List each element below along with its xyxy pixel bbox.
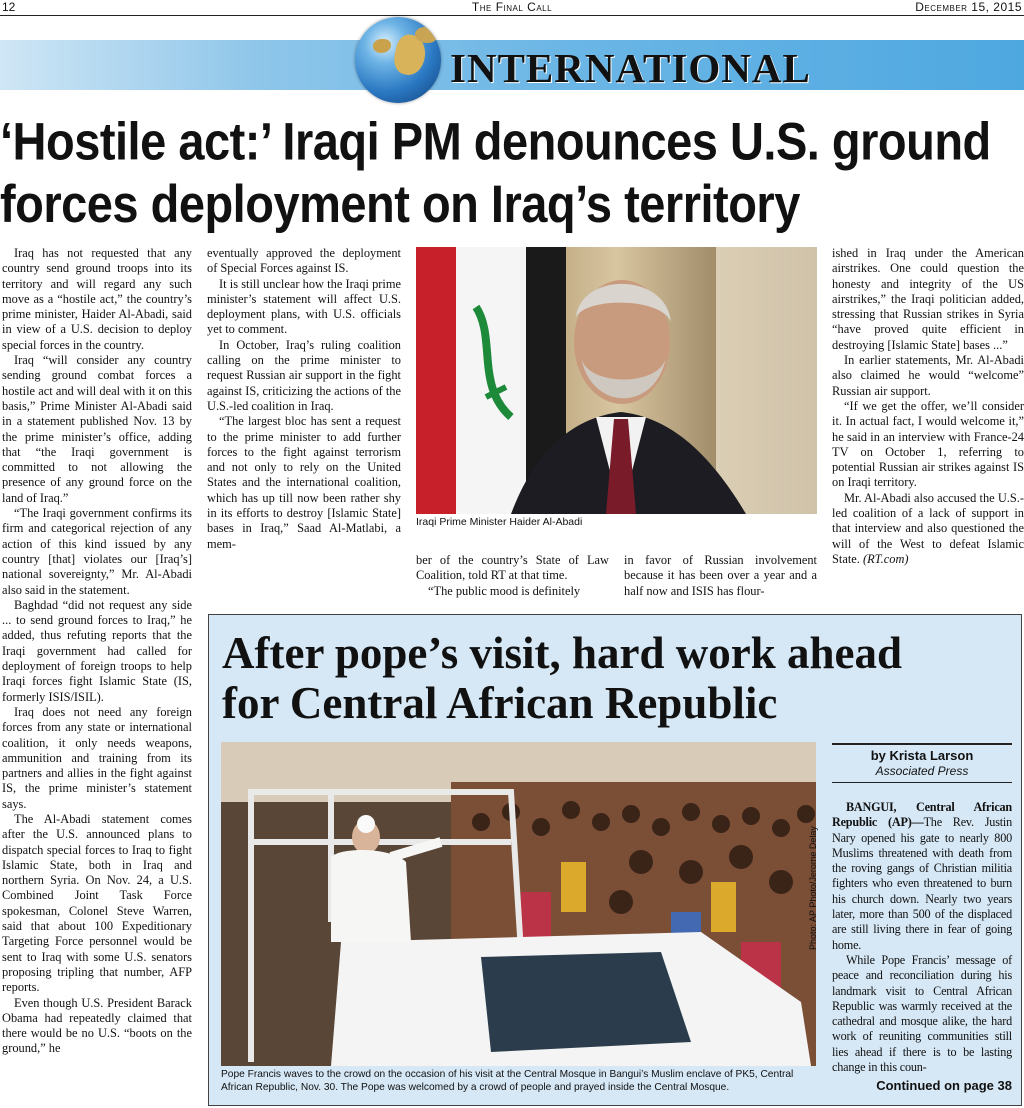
paragraph: “The largest bloc has sent a request to the prime minister to add further forces to the fight against terrorism and not only to rely on the United States and the international coalition, which has up till now been rather shy in its efforts to destroy [Islamic State] bases in Iraq,” Saad Al-Matlabi, a mem- <box>207 414 401 551</box>
article-column-1 <box>2 246 192 1057</box>
article-column-2 <box>207 246 401 552</box>
paragraph-text: The Rev. Justin Nary opened his gate to nearly 800 Muslims threatened with death from the roving gangs of Christian militia fighters who even threatened to burn his church down. Nearly two years later, more than 500 of the displaced are still living there in fear of going home. <box>832 815 1012 952</box>
paragraph: Iraq has not requested that any country send ground troops into its territory and will regard any such move as a “hostile act,” the country’s prime minister, Haider Al-Abadi, said in view of a U.S. decision to deploy special forces in the country. <box>2 246 192 352</box>
paragraph: Iraq does not need any foreign forces from any state or international coalition, it only needs weapons, ammunition and training from its partners and allies in the fight against IS, the prime minister’s statement says. <box>2 704 192 811</box>
paragraph: In earlier statements, Mr. Al-Abadi also claimed he would “welcome” Russian air support. <box>832 353 1024 398</box>
paragraph: eventually approved the deployment of Special Forces against IS. <box>207 246 401 276</box>
box-article-column <box>832 800 1012 1075</box>
paragraph: “If we get the offer, we’ll consider it. In actual fact, I would welcome it,” he said in an interview with France-24 TV on October 1, referring to potential Russian air strikes against IS on Iraqi territory. <box>832 398 1024 490</box>
byline-rule-bottom <box>832 782 1012 783</box>
paragraph: ber of the country’s State of Law Coalition, told RT at that time. <box>416 553 609 583</box>
source-credit: (RT.com) <box>862 551 909 566</box>
paragraph <box>832 800 1012 953</box>
page-number: 12 <box>2 0 16 14</box>
photo-credit: Photo: AP Photo/Jerome Delay <box>808 826 818 950</box>
paragraph: In October, Iraq’s ruling coalition calling on the prime minister to request Russian air support in the fight against IS, criticizing the actions of the U.S.-led coalition in Iraq. <box>207 337 401 413</box>
paragraph: While Pope Francis’ message of peace and reconciliation during his landmark visit to Central African Republic was warmly received at the cathedral and mosque alike, the hard work of reuniting communities still lies ahead if there is to be lasting change in this coun- <box>832 952 1012 1075</box>
box-headline-line-1: After pope’s visit, hard work ahead <box>222 628 903 678</box>
photo-caption: Pope Francis waves to the crowd on the occasion of his visit at the Central Mosque in Bangui’s Muslim enclave of PK5, Central African Republic, Nov. 30. The Pope was welcomed by a crowd of people and prayed inside the Central Mosque. <box>221 1069 794 1093</box>
paragraph: The Al-Abadi statement comes after the U.S. announced plans to dispatch special forces to Iraq to fight Islamic State, both in Iraq and northern Syria. On Nov. 24, a U.S. Combined Joint Task Force spokesman, Colonel Steve Warren, said that about 100 Expeditionary Targeting Force personnel would be sent to Iraq with some U.S. senators proposing tripling that number, AFP reports. <box>2 811 192 995</box>
paragraph: “The public mood is definitely <box>428 583 581 598</box>
article-column-3b <box>624 553 817 599</box>
continued-link[interactable]: Continued on page 38 <box>876 1078 1012 1093</box>
paragraph: Iraq “will consider any country sending ground combat forces a hostile act and will deal with it on this basis,” Prime Minister Al-Abadi said in a statement published Nov. 13 by the prime minister’s office, adding that “the Iraqi government is committed to not allowing the presence of any ground force on the land of Iraq.” <box>2 353 192 505</box>
byline-rule-top <box>832 743 1012 745</box>
dateline: BANGUI, Central African Republic (AP)— <box>832 800 1012 830</box>
issue-date: December 15, 2015 <box>915 0 1022 14</box>
paragraph: ished in Iraq under the American airstrikes. One could question the honesty and integrity of the US airstrikes,” the Iraqi politician added, stressing that Russian strikes in Syria “have proved quite efficient in destroying [Islamic State] bases ...” <box>832 246 1024 352</box>
article-headline: ‘Hostile act:’ Iraqi PM denounces U.S. ground forces deployment on Iraq’s territory <box>0 111 991 234</box>
paragraph <box>832 491 1024 567</box>
photo-iraqi-pm-illustration <box>416 247 817 514</box>
globe-icon <box>355 17 441 103</box>
paragraph-text: Mr. Al-Abadi also accused the U.S.-led coalition of a lack of support in that interview and also questioned the will of the West to defeat Islamic State. <box>832 490 1024 566</box>
paragraph: in favor of Russian involvement because it has been over a year and a half now and ISIS has flour- <box>624 553 817 598</box>
article-column-3a <box>416 553 609 599</box>
publication-name: The Final Call <box>471 0 553 14</box>
paragraph: Even though U.S. President Barack Obama had repeatedly claimed that there would be no U.S. “boots on the ground,” he <box>2 995 192 1056</box>
photo-caption: Iraqi Prime Minister Haider Al-Abadi <box>416 516 583 528</box>
photo-iraqi-pm <box>416 247 817 514</box>
photo-pope-visit <box>221 742 816 1066</box>
article-column-4 <box>832 246 1024 567</box>
running-header <box>0 0 1024 16</box>
byline-organization: Associated Press <box>875 764 969 778</box>
box-headline <box>222 628 1022 728</box>
paragraph: Baghdad “did not request any side ... to send ground forces to Iraq,” he added, thus refuting reports that the Iraqi government had called for deployment of foreign troops to help Iraqi forces fight Islamic State (IS, formerly ISIS/ISIL). <box>2 597 192 704</box>
section-title: INTERNATIONAL <box>450 45 811 91</box>
byline: by Krista Larson <box>870 748 974 763</box>
box-headline-line-2: for Central African Republic <box>222 678 778 728</box>
paragraph: It is still unclear how the Iraqi prime minister’s statement will affect U.S. deployment plans, with U.S. officials yet to comment. <box>207 276 401 337</box>
photo-pope-visit-illustration <box>221 742 816 1066</box>
paragraph: “The Iraqi government confirms its firm and categorical rejection of any action of this kind issued by any country [that] violates our [Iraq’s] national sovereignty,” Mr. Al-Abadi also said in the statement. <box>2 506 192 597</box>
